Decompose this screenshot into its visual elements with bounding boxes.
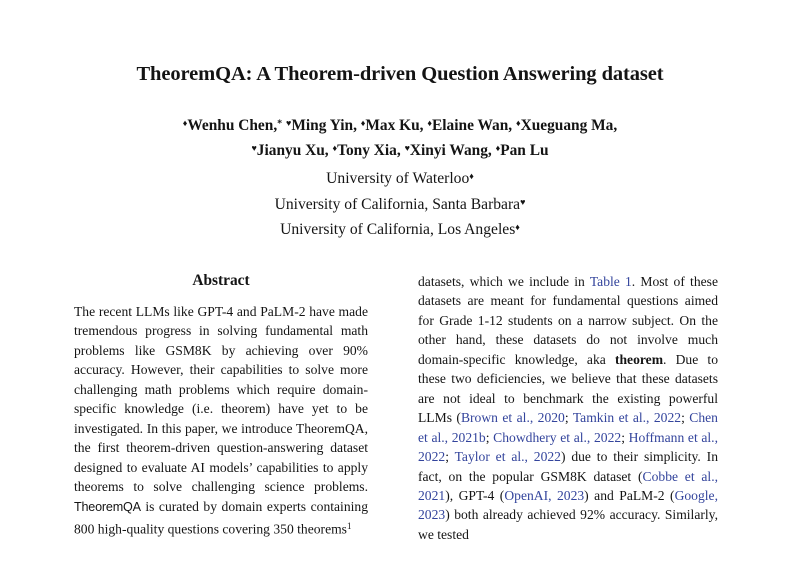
citation-link[interactable]: Hoffmann et al., 2022 — [418, 429, 718, 465]
affiliation — [70, 191, 730, 217]
abstract-part-2: is curated by domain experts containing 800 high-quality questions covering 350 theorems — [74, 498, 368, 537]
citation-link[interactable]: Chen et al., 2021b — [418, 410, 718, 445]
author-name: Xueguang Ma, — [520, 116, 618, 134]
author-name: Pan Lu — [500, 141, 549, 159]
author-affiliation-mark: ♦ — [495, 142, 501, 153]
author-name: Elaine Wan, — [432, 116, 513, 134]
citation-link[interactable]: Taylor et al., 2022 — [454, 449, 561, 465]
citation-link[interactable]: Brown et al., 2020 — [460, 410, 565, 426]
author-affiliation-mark: ♦ — [515, 118, 521, 128]
abstract-part-1: The recent LLMs like GPT-4 and PaLM-2 have made tremendous progress in solving fundamental math problems like GSM8K by achieving over 90% accuracy. However, their capabilities to solve more challenging math problems which require domain-specific knowledge (i.e. theorem) have yet to be investigated. In this paper, we introduce TheoremQA, the first theorem-driven question-answering dataset designed to evaluate AI models’ capabilities to apply theorems to solve challenging science problems. — [74, 304, 368, 495]
author-name: Ming Yin, — [291, 116, 357, 134]
abstract-heading: Abstract — [192, 272, 250, 289]
author-affiliation-mark: ♦ — [427, 118, 432, 128]
affiliation-name: University of California, Santa Barbara — [274, 195, 521, 213]
body-seg-1: datasets, which we include in — [418, 274, 590, 289]
affiliation — [70, 165, 730, 191]
body-seg-7: ) both already achieved 92% accuracy. Similarly, we tested — [418, 507, 718, 542]
affiliation — [70, 216, 730, 242]
body-seg-4: ) due to their simplicity. In fact, on the popular GSM8K dataset ( — [418, 449, 718, 484]
citation-google[interactable]: Google, 2023 — [418, 487, 718, 523]
theoremqa-mention: TheoremQA — [74, 499, 141, 514]
theorem-bold: theorem — [614, 351, 664, 367]
body-column — [418, 272, 718, 572]
author-list — [70, 112, 730, 162]
title-block — [60, 62, 740, 87]
body-seg-2: . Most of these datasets are meant for fundamental questions aimed for Grade 1-12 students on a narrow subject. On the other hand, these datasets do not involve much domain-specific knowledge, aka — [418, 274, 718, 367]
citation-link[interactable]: Chowdhery et al., 2022 — [493, 429, 622, 445]
author-affiliation-mark: ♦ — [360, 118, 366, 128]
footnote-reference[interactable]: 1 — [346, 520, 352, 531]
author-name: Tony Xia, — [337, 141, 401, 159]
author-line-1 — [70, 112, 730, 137]
abstract-text — [74, 302, 368, 539]
citation-openai[interactable]: OpenAI, 2023 — [504, 487, 585, 503]
author-affiliation-mark: ♥ — [251, 142, 257, 153]
body-seg-6: ) and PaLM-2 ( — [584, 487, 675, 503]
citation-link[interactable]: Tamkin et al., 2022 — [572, 410, 682, 426]
page-title: TheoremQA: A Theorem-driven Question Answering dataset — [136, 63, 664, 85]
author-affiliation-mark: ♥ — [286, 118, 292, 128]
body-paragraph — [418, 272, 718, 544]
affiliation-mark: ♥ — [520, 196, 526, 207]
body-seg-3: . Due to these two deficiencies, we believe that these datasets are not ideal to benchmark the existing powerful LLMs ( — [418, 351, 718, 426]
author-line-2 — [70, 137, 730, 162]
affiliation-list — [70, 165, 730, 242]
corresponding-author-mark: * — [277, 118, 283, 130]
author-name: Xinyi Wang, — [409, 141, 492, 159]
affiliation-name: University of Waterloo — [326, 170, 470, 188]
author-name: Wenhu Chen, — [187, 116, 278, 134]
affiliation-mark: ♦ — [515, 222, 520, 233]
body-seg-5: ), GPT-4 ( — [445, 487, 505, 503]
abstract-column — [74, 272, 368, 572]
affiliation-name: University of California, Los Angeles — [280, 221, 516, 239]
affiliation-mark: ♦ — [469, 171, 474, 181]
author-name: Jianyu Xu, — [256, 141, 329, 159]
author-affiliation-mark: ♦ — [332, 142, 338, 153]
citation-cobbe[interactable]: Cobbe et al., 2021 — [418, 468, 718, 503]
author-affiliation-mark: ♦ — [182, 118, 188, 128]
table-1-link[interactable]: Table 1 — [589, 274, 632, 289]
author-name: Max Ku, — [365, 116, 424, 134]
author-affiliation-mark: ♥ — [404, 142, 410, 153]
citation-group: Brown et al., 2020; Tamkin et al., 2022; Chen et al., 2021b; Chowdhery et al., 2022; Hoffmann et al., 2022; Taylor et al., 2022 — [418, 410, 718, 465]
